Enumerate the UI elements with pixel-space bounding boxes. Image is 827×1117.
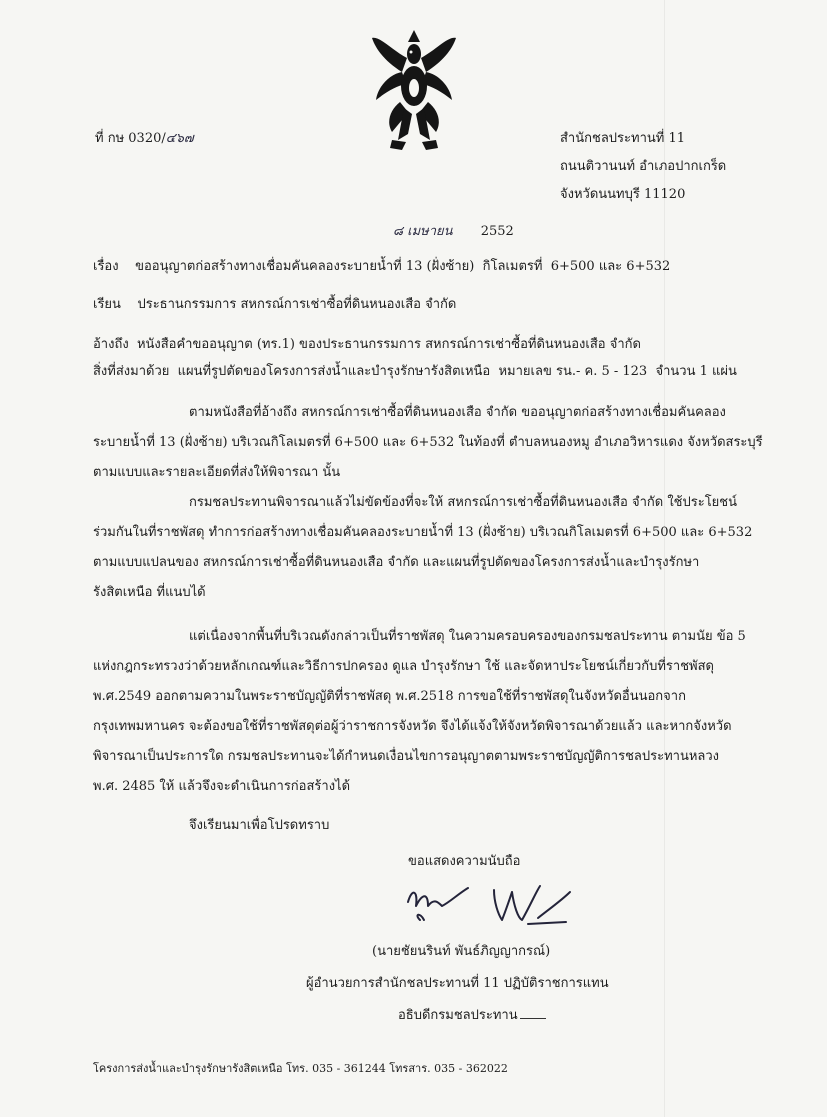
paragraph-line: กรมชลประทานพิจารณาแล้วไม่ขัดข้องที่จะให้ สหกรณ์การเช่าซื้อที่ดินหนองเสือ จำกัด ใช้ประโยชน์ — [189, 495, 738, 510]
paragraph-line: แห่งกฎกระทรวงว่าด้วยหลักเกณฑ์และวิธีการปกครอง ดูแล บำรุงรักษา ใช้ และจัดหาประโยชน์เกี่ยวกับที่ราชพัสดุ — [93, 659, 714, 674]
garuda-emblem-icon — [362, 28, 466, 154]
paragraph-line: ตามแบบและรายละเอียดที่ส่งให้พิจารณา นั้น — [93, 465, 341, 480]
paragraph-line: รังสิตเหนือ ที่แนบได้ — [93, 585, 206, 600]
paragraph-line: แต่เนื่องจากพื้นที่บริเวณดังกล่าวเป็นที่ราชพัสดุ ในความครอบครองของกรมชลประทาน ตามนัย ข้อ 5 — [189, 629, 746, 644]
letter-date — [393, 220, 514, 241]
paragraph-line: ตามหนังสือที่อ้างถึง สหกรณ์การเช่าซื้อที่ดินหนองเสือ จำกัด ขออนุญาตก่อสร้างทางเชื่อมคันคลอง — [189, 405, 726, 420]
ref-number-prefix: ที่ กษ 0320/ — [95, 131, 166, 146]
reference-number — [95, 127, 194, 148]
signatory-title: ผู้อำนวยการสำนักชลประทานที่ 11 ปฏิบัติราชการแทน — [306, 976, 609, 991]
closing-salutation: ขอแสดงความนับถือ — [408, 854, 521, 869]
signature-underline — [520, 1018, 546, 1019]
paragraph-line: กรุงเทพมหานคร จะต้องขอใช้ที่ราชพัสดุต่อผู้ว่าราชการจังหวัด จึงได้แจ้งให้จังหวัดพิจารณาด้วยแล้ว และหากจังหวัด — [93, 719, 732, 734]
ref-number-handwritten: ๔๖๗ — [165, 131, 194, 146]
handwritten-signature — [398, 862, 578, 932]
body-paragraph-2 — [93, 488, 769, 608]
footer-contact: โครงการส่งน้ำและบำรุงรักษารังสิตเหนือ โทร. 035 - 361244 โทรสาร. 035 - 362022 — [93, 1062, 508, 1075]
recipient-line: เรียน ประธานกรรมการ สหกรณ์การเช่าซื้อที่ดินหนองเสือ จำกัด — [93, 297, 457, 312]
subject-line: เรื่อง ขออนุญาตก่อสร้างทางเชื่อมคันคลองระบายน้ำที่ 13 (ฝั่งซ้าย) กิโลเมตรที่ 6+500 และ 6+532 — [93, 259, 671, 274]
signatory-name: (นายชัยนรินท์ พันธ์ภิญญากรณ์) — [372, 944, 551, 959]
body-paragraph-1 — [93, 398, 769, 488]
office-name: สำนักชลประทานที่ 11 — [560, 131, 685, 146]
paragraph-line: ตามแบบแปลนของ สหกรณ์การเช่าซื้อที่ดินหนองเสือ จำกัด และแผนที่รูปตัดของโครงการส่งน้ำและบำรุงรักษา — [93, 555, 700, 570]
office-road: ถนนติวานนท์ อำเภอปากเกร็ด — [560, 159, 727, 174]
date-year: 2552 — [480, 224, 514, 239]
office-province: จังหวัดนนทบุรี 11120 — [560, 187, 686, 202]
paragraph-line: พ.ศ.2549 ออกตามความในพระราชบัญญัติที่ราชพัสดุ พ.ศ.2518 การขอใช้ที่ราชพัสดุในจังหวัดอื่นนอกจาก — [93, 689, 686, 704]
date-day-month-handwritten: ๘ เมษายน — [393, 224, 453, 239]
signatory-title-2 — [398, 1004, 546, 1025]
paragraph-line: ระบายน้ำที่ 13 (ฝั่งซ้าย) บริเวณกิโลเมตรที่ 6+500 และ 6+532 ในท้องที่ ตำบลหนองหมู อำเภอวิหารแดง จังหวัดสระบุรี — [93, 435, 763, 450]
paragraph-line: พ.ศ. 2485 ให้ แล้วจึงจะดำเนินการก่อสร้างได้ — [93, 779, 351, 794]
enclosure-line: สิ่งที่ส่งมาด้วย แผนที่รูปตัดของโครงการส่งน้ำและบำรุงรักษารังสิตเหนือ หมายเลข รน.- ค. 5 - 123 จำนวน 1 แผ่น — [93, 364, 737, 379]
paragraph-line: พิจารณาเป็นประการใด กรมชลประทานจะได้กำหนดเงื่อนไขการอนุญาตตามพระราชบัญญัติการชลประทานหลวง — [93, 749, 720, 764]
closing-request: จึงเรียนมาเพื่อโปรดทราบ — [189, 818, 330, 833]
body-paragraph-3 — [93, 622, 769, 802]
signatory-title-text: อธิบดีกรมชลประทาน — [398, 1008, 518, 1023]
reference-line: อ้างถึง หนังสือคำขออนุญาต (ทร.1) ของประธานกรรมการ สหกรณ์การเช่าซื้อที่ดินหนองเสือ จำกัด — [93, 337, 641, 352]
paragraph-line: ร่วมกันในที่ราชพัสดุ ทำการก่อสร้างทางเชื่อมคันคลองระบายน้ำที่ 13 (ฝั่งซ้าย) บริเวณกิโลเมตรที่ 6+500 และ 6+532 — [93, 525, 753, 540]
